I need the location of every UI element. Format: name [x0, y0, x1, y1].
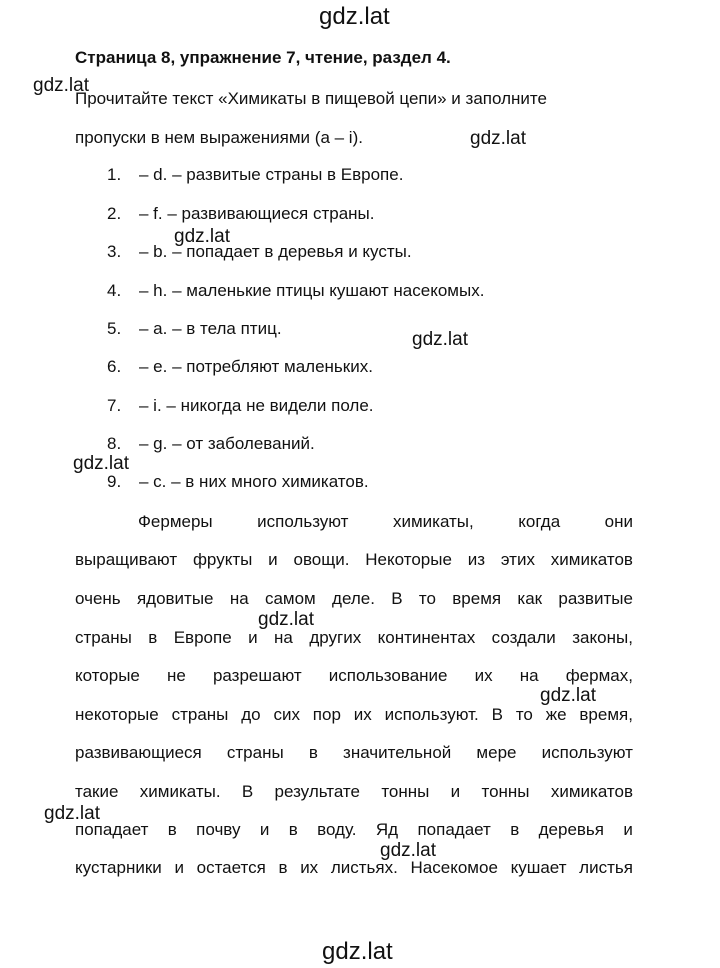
- word: почву: [196, 820, 241, 839]
- watermark: gdz.lat: [44, 803, 100, 824]
- answer-number: 7.: [107, 396, 122, 415]
- watermark: gdz.lat: [540, 685, 596, 706]
- word: как: [517, 589, 543, 608]
- word: их: [353, 705, 372, 724]
- word: фермах,: [565, 666, 633, 685]
- word: воду.: [317, 820, 357, 839]
- word: кустарники: [75, 858, 162, 877]
- answer-number: 4.: [107, 281, 122, 300]
- word: из: [467, 550, 486, 569]
- watermark: gdz.lat: [412, 329, 468, 350]
- word: значительной: [343, 743, 452, 762]
- word: некоторые: [75, 705, 159, 724]
- text-line: [75, 705, 633, 725]
- word: тонны: [481, 782, 530, 801]
- word: химикаты,: [392, 512, 474, 531]
- word: время,: [579, 705, 633, 724]
- word: и: [174, 858, 184, 877]
- word: то: [515, 705, 533, 724]
- word: в: [308, 743, 318, 762]
- word: создали: [491, 628, 556, 647]
- answer-number: 1.: [107, 165, 122, 184]
- word: выращивают: [75, 550, 178, 569]
- word: же: [545, 705, 567, 724]
- word: используют.: [384, 705, 479, 724]
- word: когда: [518, 512, 561, 531]
- answer-text: – f. – развивающиеся страны.: [139, 204, 375, 223]
- word: и: [259, 820, 270, 839]
- word: фрукты: [192, 550, 253, 569]
- word: и: [268, 550, 278, 569]
- answer-text: – e. – потребляют маленьких.: [139, 357, 373, 376]
- word: в: [288, 820, 298, 839]
- word: деревья: [538, 820, 604, 839]
- answer-text: – b. – попадает в деревья и кусты.: [139, 242, 412, 261]
- word: их: [474, 666, 493, 685]
- word: Фермеры: [138, 512, 213, 531]
- word: используют: [257, 512, 349, 531]
- word: самом: [264, 589, 316, 608]
- watermark: gdz.lat: [319, 3, 390, 30]
- word: пор: [312, 705, 341, 724]
- answer-number: 2.: [107, 204, 122, 223]
- word: мере: [476, 743, 517, 762]
- word: Насекомое: [410, 858, 498, 877]
- word: овощи.: [293, 550, 350, 569]
- word: В: [491, 705, 503, 724]
- answer-text: – c. – в них много химикатов.: [139, 472, 369, 491]
- word: химикатов: [550, 782, 633, 801]
- word: в: [278, 858, 288, 877]
- word: результате: [274, 782, 360, 801]
- word: страны: [226, 743, 284, 762]
- word: других: [309, 628, 362, 647]
- word: развитые: [558, 589, 633, 608]
- watermark: gdz.lat: [322, 938, 393, 965]
- word: время: [452, 589, 502, 608]
- word: сих: [273, 705, 300, 724]
- word: в: [148, 628, 158, 647]
- word: и: [623, 820, 633, 839]
- text-line: [75, 512, 633, 532]
- text-line: [75, 550, 633, 570]
- word: и: [450, 782, 461, 801]
- word: химикатов: [550, 550, 633, 569]
- word: использование: [328, 666, 448, 685]
- word: которые: [75, 666, 140, 685]
- word: на: [229, 589, 249, 608]
- word: страны: [171, 705, 229, 724]
- answer-number: 5.: [107, 319, 122, 338]
- instruction-line: пропуски в нем выражениями (a – i).: [75, 128, 363, 147]
- word: деле.: [332, 589, 375, 608]
- text-line: [75, 666, 633, 686]
- word: попадает: [417, 820, 491, 839]
- word: Европе: [173, 628, 232, 647]
- word: В: [391, 589, 403, 608]
- word: кушает: [510, 858, 567, 877]
- word: В: [241, 782, 254, 801]
- word: используют: [541, 743, 633, 762]
- text-line: [75, 782, 633, 802]
- word: попадает: [75, 820, 149, 839]
- answer-text: – h. – маленькие птицы кушают насекомых.: [139, 281, 485, 300]
- text-line: [75, 628, 633, 648]
- answer-number: 6.: [107, 357, 122, 376]
- answer-number: 9.: [107, 472, 122, 491]
- word: листьях.: [330, 858, 398, 877]
- text-line: [75, 820, 633, 840]
- word: химикаты.: [139, 782, 221, 801]
- word: очень: [75, 589, 121, 608]
- word: до: [241, 705, 261, 724]
- answer-text: – d. – развитые страны в Европе.: [139, 165, 404, 184]
- word: их: [300, 858, 319, 877]
- word: в: [510, 820, 520, 839]
- text-line: [75, 589, 633, 609]
- word: они: [604, 512, 633, 531]
- word: в: [167, 820, 177, 839]
- word: на: [519, 666, 539, 685]
- word: такие: [75, 782, 119, 801]
- answer-text: – a. – в тела птиц.: [139, 319, 282, 338]
- text-line: [75, 743, 633, 763]
- watermark: gdz.lat: [258, 609, 314, 630]
- word: континентах: [377, 628, 476, 647]
- word: тонны: [381, 782, 430, 801]
- answer-text: – i. – никогда не видели поле.: [139, 396, 374, 415]
- watermark: gdz.lat: [33, 75, 89, 96]
- word: на: [274, 628, 293, 647]
- word: ядовитые: [136, 589, 214, 608]
- word: законы,: [572, 628, 633, 647]
- word: и: [248, 628, 258, 647]
- watermark: gdz.lat: [470, 128, 526, 149]
- word: не: [167, 666, 186, 685]
- word: Некоторые: [365, 550, 452, 569]
- word: то: [418, 589, 436, 608]
- word: разрешают: [212, 666, 302, 685]
- watermark: gdz.lat: [380, 840, 436, 861]
- answer-number: 3.: [107, 242, 122, 261]
- watermark: gdz.lat: [174, 226, 230, 247]
- page-title: Страница 8, упражнение 7, чтение, раздел 4.: [75, 48, 451, 67]
- watermark: gdz.lat: [73, 453, 129, 474]
- word: развивающиеся: [75, 743, 202, 762]
- answer-text: – g. – от заболеваний.: [139, 434, 315, 453]
- word: листья: [579, 858, 633, 877]
- word: Яд: [375, 820, 399, 839]
- answer-number: 8.: [107, 434, 122, 453]
- text-line: [75, 858, 633, 878]
- instruction-line: Прочитайте текст «Химикаты в пищевой цепи» и заполните: [75, 89, 547, 108]
- word: страны: [75, 628, 132, 647]
- word: этих: [500, 550, 535, 569]
- word: остается: [196, 858, 266, 877]
